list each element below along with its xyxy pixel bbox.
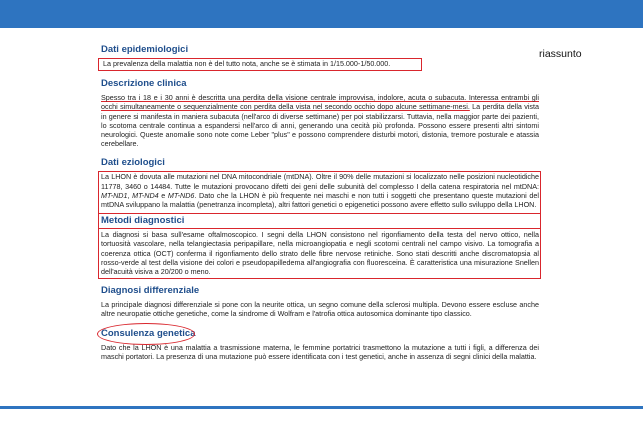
section-body	[101, 93, 539, 148]
side-note-riassunto: riassunto	[539, 48, 582, 60]
section-body	[101, 172, 539, 209]
section-title: Metodi diagnostici	[101, 215, 185, 227]
footer-line	[0, 406, 643, 409]
section-body: La prevalenza della malattia non è del tutto nota, anche se è stimata in 1/15.000-1/50.000.	[103, 59, 391, 68]
body-text: La LHON è dovuta alle mutazioni nel DNA mitocondriale (mtDNA). Oltre il 90% delle mutazioni si localizzato nelle posizioni nucleotidiche 11778, 3460 o 14484. Tutte le mutazioni provocano difetti dei geni delle subunità del complesso I della catena respiratoria nel mtDNA:	[101, 172, 539, 191]
document-content	[101, 44, 539, 361]
section-dati-epidemiologici	[101, 44, 539, 68]
separator: ,	[127, 190, 133, 200]
gene-name: MT-ND1	[101, 190, 128, 200]
section-title: Diagnosi differenziale	[101, 285, 200, 297]
section-consulenza-genetica	[101, 328, 539, 361]
underlined-highlight-text: Spesso tra i 18 e i 30 anni è descritta una perdita della visione centrale improvvisa, indolore, acuta o subacuta. Interessa entrambi gli occhi simultaneamente o sequenzialmente con perdita della vista nel secondo occhio dopo alcune settimane-mesi.	[101, 93, 539, 112]
section-metodi-diagnostici	[101, 215, 539, 276]
header-bar	[0, 0, 643, 28]
section-body: La diagnosi si basa sull'esame oftalmoscopico. I segni della LHON consistono nel rigonfiamento della testa del nervo ottico, nella tortuosità vascolare, nella telangiectasia peripapillare, nella microangiopatia e negli scotomi centrali nel campo visivo. La tomografia a coerenza ottica (OCT) conferma il rigonfiamento dello strato delle fibre nervose retiniche. Sono stati descritti anche discromatopsia al rosso-verde al test della visione dei colori e pseudopapilledema all'angiografia con fluoresceina. È caratteristica una misurazione Snellen dell'acuità visiva a 20/200 o meno.	[101, 230, 539, 277]
section-title: Dati epidemiologici	[101, 44, 189, 55]
section-title: Dati eziologici	[101, 157, 165, 169]
section-dati-eziologici	[101, 157, 539, 209]
section-body: Dato che la LHON è una malattia a trasmissione materna, le femmine portatrici trasmettono la mutazione a tutti i figli, a differenza dei maschi portatori. La presenza di una mutazione può essere identificata con i test genetici, anche in assenza di segni clinici della malattia.	[101, 342, 539, 361]
gene-name: MT-ND4	[132, 190, 159, 200]
section-diagnosi-differenziale	[101, 285, 539, 318]
section-title: Consulenza genetica	[101, 327, 196, 339]
section-descrizione-clinica	[101, 78, 539, 148]
separator: e	[158, 190, 168, 200]
body-text: La perdita della vista in genere si manifesta in maniera subacuta (nell'arco di diverse settimane) per poi stabilizzarsi. Tuttavia, nella maggior parte dei pazienti, lo scotoma centrale continua a espandersi nell'arco di anni, generando una cecità più profonda. Possono essere presenti altri sintomi neurologici. Queste anomalie sono note come Leber "plus" e possono comprendere disturbi motori, distonia, tremore posturale e atassia cerebellare.	[101, 102, 539, 149]
gene-name: MT-ND6	[167, 190, 195, 200]
section-title: Descrizione clinica	[101, 78, 187, 90]
body-text: . Dato che la LHON è più frequente nei maschi e non tutti i soggetti che presentano queste mutazioni del mtDNA sviluppano la malattia (penetranza incompleta), altri fattori genetici o epigenetici possono avere effetto sullo sviluppo della LHON.	[101, 190, 540, 210]
section-body: La principale diagnosi differenziale si pone con la neurite ottica, un segno comune della sclerosi multipla. Devono essere escluse anche altre neuropatie ottiche genetiche, come la sindrome di Wolfram e l'atrofia ottica autosomica dominante tipo classico.	[101, 300, 539, 319]
